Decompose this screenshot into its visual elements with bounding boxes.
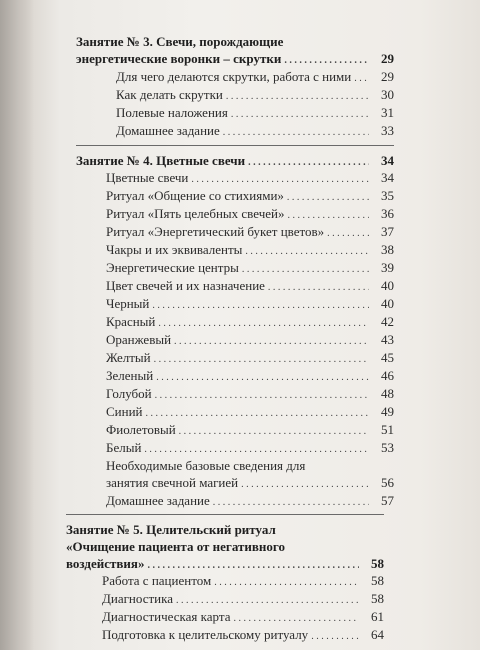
page-number: 36 bbox=[381, 206, 394, 221]
leader-dots bbox=[233, 611, 359, 627]
toc-entry[interactable] bbox=[106, 170, 394, 188]
chapter-3-title-part-1: Занятие № 3. Свечи, порождающие bbox=[76, 34, 284, 49]
chapter-3-title-part-2: энергетические воронки – скрутки bbox=[76, 51, 282, 66]
entry-title: Диагностическая карта bbox=[102, 609, 231, 624]
leader-dots bbox=[155, 388, 369, 404]
page-number: 42 bbox=[381, 314, 394, 329]
leader-dots bbox=[174, 334, 369, 350]
toc-entry[interactable] bbox=[106, 332, 394, 350]
toc-entry[interactable] bbox=[102, 627, 384, 645]
toc-entry[interactable] bbox=[106, 386, 394, 404]
leader-dots bbox=[214, 575, 359, 591]
leader-dots bbox=[191, 172, 369, 188]
chapter-divider bbox=[66, 514, 384, 515]
page-number: 58 bbox=[371, 573, 384, 588]
chapter-4-heading[interactable] bbox=[76, 153, 394, 171]
entry-title: Энергетические центры bbox=[106, 260, 239, 275]
page-number: 48 bbox=[381, 386, 394, 401]
entry-title: Работа с пациентом bbox=[102, 573, 212, 588]
page-number: 46 bbox=[381, 368, 394, 383]
toc-entry[interactable] bbox=[116, 105, 394, 123]
page-number: 34 bbox=[381, 153, 394, 168]
page-number: 38 bbox=[381, 242, 394, 257]
toc-entry-multiline-part-1 bbox=[106, 458, 394, 474]
leader-dots bbox=[284, 53, 369, 69]
chapter-5-heading-line-3[interactable] bbox=[66, 556, 384, 574]
toc-entry[interactable] bbox=[116, 69, 394, 87]
entry-title: Полевые наложения bbox=[116, 105, 228, 120]
chapter-divider bbox=[76, 145, 394, 146]
chapter-4-title: Занятие № 4. Цветные свечи bbox=[76, 153, 246, 168]
entry-title: Домашнее задание bbox=[106, 493, 210, 508]
leader-dots bbox=[213, 495, 369, 511]
page-number: 51 bbox=[381, 422, 394, 437]
leader-dots bbox=[287, 208, 369, 224]
entry-title: Ритуал «Пять целебных свечей» bbox=[106, 206, 285, 221]
chapter-5-title-part-2: «Очищение пациента от негативного bbox=[66, 539, 285, 554]
page-number: 56 bbox=[381, 475, 394, 490]
chapter-5-heading-line-1 bbox=[66, 522, 276, 538]
toc-entry[interactable] bbox=[106, 350, 394, 368]
page-number: 31 bbox=[381, 105, 394, 120]
entry-title: Белый bbox=[106, 440, 142, 455]
page-number: 64 bbox=[371, 627, 384, 642]
chapter-3-heading-line-2[interactable] bbox=[76, 51, 394, 69]
leader-dots bbox=[354, 71, 369, 87]
leader-dots bbox=[268, 280, 369, 296]
toc-entry[interactable] bbox=[106, 224, 394, 242]
page-number: 40 bbox=[381, 296, 394, 311]
page-number: 34 bbox=[381, 170, 394, 185]
leader-dots bbox=[158, 316, 369, 332]
page-number: 43 bbox=[381, 332, 394, 347]
entry-title: Голубой bbox=[106, 386, 152, 401]
toc-entry[interactable] bbox=[106, 493, 394, 511]
entry-title: Зеленый bbox=[106, 368, 154, 383]
page-number: 29 bbox=[381, 69, 394, 84]
leader-dots bbox=[146, 406, 370, 422]
entry-title: Синий bbox=[106, 404, 143, 419]
leader-dots bbox=[156, 370, 369, 386]
leader-dots bbox=[245, 244, 369, 260]
entry-title: Желтый bbox=[106, 350, 151, 365]
chapter-3-heading-line-1 bbox=[76, 34, 283, 50]
toc-entry[interactable] bbox=[106, 296, 394, 314]
leader-dots bbox=[223, 125, 369, 141]
leader-dots bbox=[287, 190, 369, 206]
leader-dots bbox=[154, 352, 369, 368]
chapter-5-title-part-3: воздействия» bbox=[66, 556, 145, 571]
leader-dots bbox=[176, 593, 359, 609]
leader-dots bbox=[152, 298, 369, 314]
entry-title: Для чего делаются скрутки, работа с ними bbox=[116, 69, 352, 84]
page-number: 40 bbox=[381, 278, 394, 293]
entry-title: Домашнее задание bbox=[116, 123, 220, 138]
leader-dots bbox=[226, 89, 369, 105]
leader-dots bbox=[147, 558, 359, 574]
page-number: 53 bbox=[381, 440, 394, 455]
page-number: 29 bbox=[381, 51, 394, 66]
toc-entry[interactable] bbox=[102, 591, 384, 609]
entry-title: Ритуал «Общение со стихиями» bbox=[106, 188, 284, 203]
page-number: 45 bbox=[381, 350, 394, 365]
toc-entry[interactable] bbox=[106, 260, 394, 278]
page-number: 33 bbox=[381, 123, 394, 138]
page-number: 39 bbox=[381, 260, 394, 275]
toc-entry[interactable] bbox=[106, 475, 394, 493]
entry-title: Красный bbox=[106, 314, 156, 329]
leader-dots bbox=[231, 107, 369, 123]
entry-title: Ритуал «Энергетический букет цветов» bbox=[106, 224, 325, 239]
page-number: 49 bbox=[381, 404, 394, 419]
toc-entry[interactable] bbox=[116, 87, 394, 105]
toc-entry[interactable] bbox=[106, 242, 394, 260]
entry-title: Цветные свечи bbox=[106, 170, 189, 185]
toc-entry[interactable] bbox=[116, 123, 394, 141]
toc-entry[interactable] bbox=[102, 609, 384, 627]
page-number: 35 bbox=[381, 188, 394, 203]
leader-dots bbox=[144, 442, 369, 458]
leader-dots bbox=[242, 262, 369, 278]
leader-dots bbox=[327, 226, 369, 242]
chapter-5-title-part-1: Занятие № 5. Целительский ритуал bbox=[66, 522, 276, 537]
leader-dots bbox=[241, 477, 369, 493]
page-number: 57 bbox=[381, 493, 394, 508]
toc-entry[interactable] bbox=[106, 440, 394, 458]
entry-title: Цвет свечей и их назначение bbox=[106, 278, 265, 293]
page-number: 58 bbox=[371, 556, 384, 571]
toc-entry[interactable] bbox=[106, 422, 394, 440]
chapter-5-heading-line-2 bbox=[66, 539, 285, 555]
toc-entry[interactable] bbox=[106, 368, 394, 386]
entry-title: Необходимые базовые сведения для bbox=[106, 458, 306, 473]
toc-entry[interactable] bbox=[102, 573, 384, 591]
page-number: 37 bbox=[381, 224, 394, 239]
leader-dots bbox=[179, 424, 369, 440]
entry-title: Оранжевый bbox=[106, 332, 172, 347]
entry-title: Фиолетовый bbox=[106, 422, 176, 437]
entry-title: Чакры и их эквиваленты bbox=[106, 242, 243, 257]
entry-title: Подготовка к целительскому ритуалу bbox=[102, 627, 309, 642]
page-number: 61 bbox=[371, 609, 384, 624]
entry-title: Черный bbox=[106, 296, 150, 311]
page-number: 58 bbox=[371, 591, 384, 606]
toc-entry[interactable] bbox=[106, 188, 394, 206]
toc-entry[interactable] bbox=[106, 206, 394, 224]
entry-title: Как делать скрутки bbox=[116, 87, 223, 102]
leader-dots bbox=[248, 155, 369, 171]
toc-entry[interactable] bbox=[106, 314, 394, 332]
entry-title: занятия свечной магией bbox=[106, 475, 239, 490]
toc-entry[interactable] bbox=[106, 278, 394, 296]
entry-title: Диагностика bbox=[102, 591, 174, 606]
page-number: 30 bbox=[381, 87, 394, 102]
leader-dots bbox=[311, 629, 359, 645]
toc-entry[interactable] bbox=[106, 404, 394, 422]
